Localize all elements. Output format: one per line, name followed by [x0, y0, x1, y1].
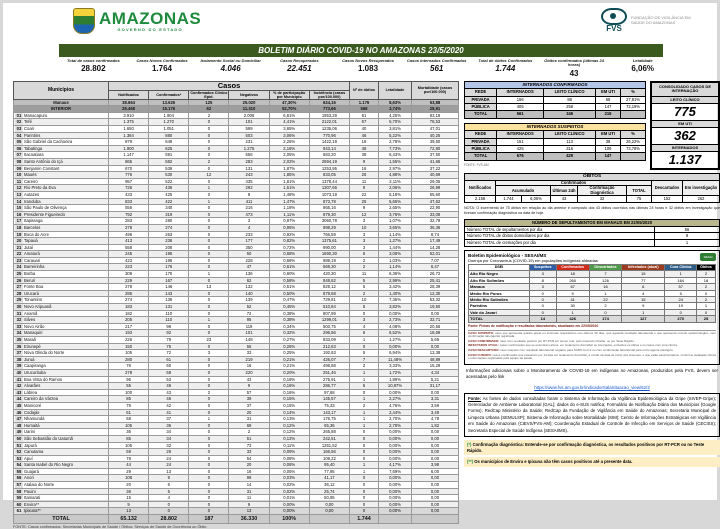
- amazonas-logo: [73, 8, 201, 34]
- table-row: 03 Coari 1.650 1.051 0 599 3,65% 1235,06 40 3,81% 47,01: [14, 126, 459, 133]
- table-row: 01 Manacapuru 3.910 1.904 2 2.008 6,61% 1953,29 81 4,25% 83,18: [14, 112, 459, 119]
- stat-cell: Isolamento Social ou Domiciliar 4.046: [200, 58, 261, 74]
- table-row: 51 Japurá 105 32 0 73 0,11% 1261,52 0 0,00% 0,00: [14, 442, 459, 449]
- table-row: 44 Careiro da Várzea 85 46 0 39 0,15% 145,57 1 2,27% 3,31: [14, 396, 459, 403]
- table-row: 32 Silves 205 110 1 95 0,38% 1299,01 3 2,73% 32,71: [14, 317, 459, 324]
- col-header-participacao: % de participação por Município: [269, 90, 309, 99]
- table-row: 26 Beruri 229 167 0 62 0,58% 848,62 5 2,99% 25,41: [14, 277, 459, 284]
- case-definitions: [468, 330, 716, 361]
- consolidado-label: EM UTI: [652, 121, 718, 128]
- sepultamentos-table: [464, 219, 720, 247]
- col-header-confirmados: Confirmados*: [149, 90, 189, 99]
- table-row: 34 Manaquiri 193 92 0 101 0,32% 296,56 6 6,52% 18,69: [14, 330, 459, 337]
- table-row: 46 Codajás 61 41 0 20 0,14% 143,17 1 2,44% 3,49: [14, 409, 459, 416]
- footnotes: [464, 440, 720, 468]
- table-row: TOTAL 561 346 215: [465, 111, 646, 118]
- internados-suspeitos-table: INTERNADOS SUSPEITOS REDE INTERNADOS LEITO CLÍNICO EM UTI % PRIVADA 151 113 38 26,22% PÚBLICA 425 316 109 73,78% TOTAL 576 429 147: [464, 123, 646, 161]
- obitos-col-diag: Confirmação Diagnóstica: [578, 186, 627, 196]
- table-row: 53 Apuí 78 24 0 54 0,08% 109,22 0 0,00% 0,00: [14, 455, 459, 462]
- consolidado-label: LEITO CLÍNICO: [652, 97, 718, 104]
- table-row: INTERIOR 26.468 15.176 62 11.310 52,70% 773,66 568 3,74% 28,91: [14, 106, 459, 113]
- sesai-title: Boletim Epidemiológico - SESAI/MS: [468, 252, 547, 258]
- table-row: PRIVADA 156 88 68 27,81%: [465, 96, 646, 103]
- table-row: 06 Tabatinga 1.900 625 0 1.275 2,16% 943,14 48 7,73% 72,90: [14, 145, 459, 152]
- obitos-col-24h: Últimas 24h: [551, 186, 578, 196]
- table-row: 05 São Gabriel da Cachoeira 879 648 0 231 2,25% 1422,18 18 2,78% 39,50: [14, 139, 459, 146]
- table-row: 15 São Paulo de Olivença 556 340 0 216 1,18% 865,16 9 2,65% 22,90: [14, 205, 459, 212]
- sesai-panel: [464, 250, 720, 365]
- obitos-title: ÓBITOS: [465, 173, 720, 180]
- table-row: 16 Presidente Figueiredo 792 319 0 473 1,11% 879,30 12 3,76% 33,08: [14, 211, 459, 218]
- table-row: Manaus 38.664 13.626 125 25.020 47,30% 624,16 1.176 8,63% 53,88: [14, 99, 459, 106]
- table-row: Número TOTAL de óbitos domiciliares por dia 9: [465, 233, 720, 240]
- col-header-negativos: Negativos: [229, 90, 269, 99]
- table-row: 30 Novo Aripuanã 183 131 0 52 0,45% 510,84 5 3,82% 19,50: [14, 304, 459, 311]
- table-row: Número TOTAL de sepultamentos por dia 56: [465, 226, 720, 233]
- internados-confirmados-table: INTERNADOS CONFIRMADOS REDE INTERNADOS LEITO CLÍNICO EM UTI % PRIVADA 156 88 68 27,81% PÚBLICA 405 258 147 72,19% TOTAL 561 346 215: [464, 81, 646, 119]
- table-row: 11 Careiro 957 522 0 435 1,81% 1378,44 11 2,11% 29,05: [14, 178, 459, 185]
- col-header-clinico-epid: Confirmados Clínico Epid.: [190, 90, 228, 99]
- dsei-table: DSEI Suspeitos Confirmados Descartados Infectados (atual) Cura Clínica Óbitos Alto Rio Negro 3 18 7 15 1 2 Alto Rio Solimões 8 260 126 77 164 18 Manaus 3 67 16 6 57 2 Médio Rio Purus 0 9 1 4 5 0 Médio Rio Solimões 0 41 22 15 24 2 Parintins 0 30 2 9 19 1 Vale do Javari 0 1 0 1 0 0 TOTAL 14 426 174 127 270 25: [468, 264, 716, 323]
- obitos-note: NOTA: O incremento de 75 óbitos em relação ao dia anterior é composto dos 43 óbitos ocorridos nas últimas 24 horas e 32 óbitos em investigação que tiveram confirmação diagnóstica na data de hoje.: [464, 206, 720, 216]
- obitos-table: [464, 173, 720, 204]
- table-row: 57 Atalaia do Norte 20 6 0 14 0,02% 36,12 0 0,00% 0,00: [14, 482, 459, 489]
- footnote: (*) Confirmação diagnóstica: Entende-se por confirmação diagnóstica, os resultados positivos por RT-PCR ou no Teste Rápido.: [464, 440, 720, 455]
- summary-stats: [59, 59, 677, 78]
- obitos-col-investigacao: Em investigação: [683, 180, 720, 196]
- consolidado-value: 1.137: [668, 151, 702, 167]
- obitos-values-row: 2.158 1.744 6,06% 43 32 75 152 262: [465, 196, 720, 203]
- table-row: 45 Manicoré 79 42 0 37 0,15% 75,33 2 4,76% 3,59: [14, 402, 459, 409]
- col-header-letalidade: Letalidade: [379, 81, 412, 99]
- stat-cell: Total de casos confirmados 28.802: [66, 58, 120, 74]
- consolidado-value: 362: [652, 128, 718, 145]
- dsei-source-note: Fonte: Fichas de notificação e resultados laboratoriais, atualizado em 22/05/2020: [468, 323, 599, 328]
- table-row: 07 Itacoatiara 1.147 591 0 556 2,05% 583,20 38 6,43% 37,50: [14, 152, 459, 159]
- table-row: 24 Barreirinha 223 176 0 47 0,61% 569,30 2 1,14% 6,47: [14, 264, 459, 271]
- stat-cell: Óbitos confirmados (últimas 24 horas) 43: [544, 58, 604, 78]
- table-source-note: FONTE: Casos confirmados: Secretarias Municipais de Saúde / Óbitos: Serviços de Saúde de Ocorrência ou Óbito: [13, 525, 207, 529]
- table-row: 08 Santo Antônio do Içá 865 582 2 283 2,02% 2694,19 9 1,55% 41,66: [14, 158, 459, 165]
- obitos-col-notificados: Notificados: [465, 180, 496, 196]
- stat-cell: Letalidade 6,06%: [631, 58, 655, 74]
- obitos-col-confirmados: Confirmados: [496, 180, 652, 186]
- table-row: 33 Novo Airão 217 98 0 119 0,34% 503,75 4 4,08% 20,56: [14, 323, 459, 330]
- fvs-name: FUNDAÇÃO DE VIGILÂNCIA EM SAÚDE DO AMAZONAS: [631, 14, 691, 25]
- table-row: 09 Benjamin Constant 670 539 0 131 1,87% 1253,95 16 2,97% 37,22: [14, 165, 459, 172]
- sources-lead: Fonte:: [468, 395, 482, 401]
- table-row: TOTAL 65.132 28.802 187 36.330 100% 1.744: [14, 515, 459, 524]
- stat-cell: Casos Internados Confirmados 561: [407, 58, 467, 74]
- col-header-mortalidade: Mortalidade (casos por/100.000): [412, 81, 459, 99]
- table-row: 47 Nhamundá 68 37 1 31 0,13% 176,75 1 2,70% 4,78: [14, 416, 459, 423]
- amazonas-shield-icon: [73, 8, 95, 34]
- table-row: 39 Caapiranga 76 60 0 16 0,21% 498,68 2 3,33% 15,29: [14, 363, 459, 370]
- case-definition: CASO SUSPEITO: caso que apresenta quadro gripal ou sintomas respiratórios nos últimos 30 dias, que aguarda resultado laboratorial e que apresenta vínculo epidemiológico, sem confirmação laboratorial registrada.: [468, 330, 716, 339]
- footnote: (**) Os municípios de Envira e Ipixuna não têm casos positivos até a presente data.: [464, 457, 720, 466]
- sources-text: As fontes de dados consultadas foram o Sistema de Informação da Vigilância Epidemiológica da Gripe (SIVEP-Gripe); Gerenciador de Ambiente Laboratorial (GAL); dados do e-SUS notifica; Formulário de Notificação Diária dos Municípios (Google Forms); RedCap Ministério da Saúde; RedCap da Fundação de Vigilância em Saúde do Amazonas; Secretaria Municipal de Limpeza Urbana (SEMULSP); Sistema de Informação sobre Mortalidade (SIM); Centro de Informações Estratégicas em Vigilância em Saúde do Amazonas (CIEVS/FVS-AM); Coordenação Estadual de Controle de Infecção em Serviços de Saúde (CECISS); Secretaria Especial de Saúde Indígena (SESAI/MS).: [468, 395, 716, 433]
- table-row: TOTAL 576 429 147: [465, 153, 646, 160]
- table-row: 22 Amaturá 245 195 0 50 0,68% 1690,30 6 3,08% 52,01: [14, 251, 459, 258]
- fvs-logo: [601, 8, 693, 33]
- sesai-subtitle: Doença por Coronavírus (COVID-19) em populações indígenas aldeadas: [468, 257, 598, 263]
- bulletin-title: BOLETIM DIÁRIO COVID-19 NO AMAZONAS 23/5/2020: [59, 44, 663, 57]
- consolidado-value: 775: [652, 104, 718, 121]
- sources-box: [464, 393, 720, 438]
- case-definition: INFECTADOS ATUAL: casos confirmados que se encontram ativos, em isolamento domiciliar ou internados, excluídos os óbitos e os casos com cura clínica.: [468, 343, 678, 348]
- table-row: 42 Alvarães 55 46 0 9 0,16% 286,77 5 10,87% 31,17: [14, 383, 459, 390]
- case-definition: CASO DESCARTADO: caso suspeito com resultado laboratorial negativo para SARS-CoV-2 ou com confirmação laboratorial para outro agente etiológico.: [468, 347, 674, 352]
- table-row: 35 Maraã 226 79 23 148 0,27% 833,09 1 1,27% 5,69: [14, 337, 459, 344]
- col-header-incidencia: Incidência (casos por/100.000): [309, 90, 349, 99]
- table-row: 13 Autazes 433 425 0 8 1,48% 1073,18 22 5,18% 55,60: [14, 191, 459, 198]
- amazonas-logo-subtext: GOVERNO DO ESTADO: [117, 27, 183, 32]
- table-row: 27 Fonte Boa 278 146 13 132 0,51% 829,12 5 3,42% 28,39: [14, 284, 459, 291]
- table-row: 28 Urucará 285 143 0 140 0,50% 879,68 2 1,40% 12,30: [14, 290, 459, 297]
- table-row: Número TOTAL de cremações por dia 1: [465, 240, 720, 247]
- table-row: 17 Itapiranga 283 280 0 3 0,97% 3060,78 3 1,07% 32,79: [14, 218, 459, 225]
- table-row: 14 Iranduba 833 422 1 411 1,47% 873,78 25 5,65% 47,62: [14, 198, 459, 205]
- table-row: Médio Rio Purus 0 9 1 4 5 0: [469, 290, 716, 296]
- sesai-logo: SESAI: [700, 253, 716, 261]
- col-header-obitos: Nº de óbitos: [350, 81, 379, 99]
- col-group-casos: Casos: [109, 81, 350, 90]
- table-row: 43 Lábrea 100 43 2 57 0,16% 97,68 0 0,00% 0,00: [14, 389, 459, 396]
- stat-cell: Casos Recuperados 22.451: [280, 58, 319, 74]
- consolidado-internacao-panel: [650, 81, 720, 170]
- table-row: 02 Tefé 1.375 1.270 0 101 4,41% 2122,01 67 5,70% 78,53: [14, 119, 459, 126]
- table-row: 19 Boca do Acre 496 263 0 233 0,92% 766,59 3 1,14% 8,74: [14, 231, 459, 238]
- table-row: 20 Tapauá 413 236 0 177 0,82% 1375,61 3 1,27% 17,49: [14, 238, 459, 245]
- table-row: 37 Nova Olinda do Norte 105 72 3 33 0,25% 192,63 5 6,94% 13,38: [14, 350, 459, 357]
- amazonas-logo-text: AMAZONAS: [99, 9, 202, 28]
- stat-cell: Casos Novos Recuperados 1.083: [342, 58, 394, 74]
- table-row: 50 São Sebastião do Uatumã 85 34 0 51 0,12% 242,51 0 0,00% 0,00: [14, 435, 459, 442]
- additional-info-text: Informações adicionais sobre o Monitoramento de COVID-19 em indígenas no Amazonas, produzidos pela FVS, devem ser acessadas pelo link: [466, 367, 718, 379]
- table-row: PÚBLICA 425 316 109 73,78%: [465, 146, 646, 153]
- table-row: 23 Carauari 423 195 0 228 0,68% 689,19 2 1,03% 7,07: [14, 257, 459, 264]
- case-definition: CASO CURADO: casos confirmados que passaram por 14 dias em isolamento domiciliar, a contar da data de início dos sintomas, e que estão assintomáticos, conforme avaliação clínica e informações registradas pela equipe de saúde.: [468, 352, 716, 361]
- table-row: 38 Juruá 280 61 0 219 0,21% 426,07 7 11,48% 48,89: [14, 356, 459, 363]
- col-header-notificados: Notificados: [109, 90, 149, 99]
- table-row: 52 Canutama 59 26 0 33 0,09% 166,56 0 0,00% 0,00: [14, 449, 459, 456]
- table-row: Manaus 3 67 16 6 57 2: [469, 284, 716, 290]
- table-row: 56 Anori 108 9 0 99 0,03% 41,17 0 0,00% 0,00: [14, 475, 459, 482]
- table-row: 18 Barcelos 278 274 0 4 0,95% 998,29 10 3,65% 36,36: [14, 224, 459, 231]
- table-row: 59 Itamarati 15 4 0 11 0,01% 50,95 0 0,00% 0,00: [14, 495, 459, 502]
- table-row: 48 Humaitá 105 36 0 69 0,12% 65,36 1 2,78% 1,82: [14, 422, 459, 429]
- consolidado-label: INTERNADOS: [652, 145, 718, 152]
- obitos-col-acumulado: Acumulado: [496, 186, 551, 196]
- table-row: 29 Tonantins 274 136 0 139 0,47% 729,81 10 7,35% 53,32: [14, 297, 459, 304]
- col-header-municipios: Municípios: [14, 81, 109, 99]
- internados-source-note: FONTE: FVS-AM: [464, 162, 489, 167]
- table-row: PRIVADA 151 113 38 26,22%: [465, 138, 646, 145]
- logo-row: [7, 6, 713, 44]
- stat-cell: Casos Novos Confirmados 1.764: [136, 58, 188, 74]
- bulletin-page: [3, 3, 720, 529]
- table-row: 10 Maués 776 530 12 243 1,85% 833,05 26 4,88% 40,69: [14, 172, 459, 179]
- table-row: 54 Santa Isabel do Rio Negro 44 24 0 20 0,08% 95,40 1 4,17% 3,98: [14, 462, 459, 469]
- fvs-eye-icon: [601, 8, 627, 25]
- table-row: 25 Borba 309 170 1 136 0,60% 420,30 11 6,36% 26,72: [14, 271, 459, 278]
- table-row: 60 Envira** 9 0 0 9 0,00% 0,00 0 0,00% 0,00: [14, 501, 459, 508]
- obitos-col-descartados: Descartados: [652, 180, 683, 196]
- table-row: 04 Parintins 1.384 880 0 503 3,06% 770,96 46 5,22% 40,25: [14, 132, 459, 139]
- consolidado-title: CONSOLIDADO CASOS DE INTERNAÇÃO: [652, 83, 718, 97]
- table-row: 58 Pauini 36 5 0 31 0,02% 25,74 0 0,00% 0,00: [14, 488, 459, 495]
- table-row: Parintins 0 30 2 9 19 1: [469, 303, 716, 309]
- table-row: 40 Urucurituba 278 58 0 220 0,20% 251,46 1 1,72% 4,34: [14, 369, 459, 376]
- fvs-indicator-link[interactable]: https://www.fvs.am.gov.br/indicadorSalaSituacao_view/62/2: [534, 384, 650, 390]
- table-row: Médio Rio Solimões 0 41 22 15 24 2: [469, 296, 716, 302]
- case-definition: CASO CONFIRMADO: caso com resultado positivo por RT-PCR em tempo real, pelo protocolo Charité, ou por Teste Rápido.: [468, 338, 635, 343]
- fvs-acronym: FVS: [606, 24, 622, 33]
- table-row: Vale do Javari 0 1 0 1 0 0: [469, 309, 716, 315]
- table-row: 12 Rio Preto da Eva 726 436 1 292 1,51% 1307,66 9 2,06% 26,99: [14, 185, 459, 192]
- municipality-table: [13, 81, 459, 524]
- table-row: 21 Jutaí 558 208 0 350 0,72% 990,00 3 1,44% 14,28: [14, 244, 459, 251]
- table-row: 61 Ipixuna** 13 0 0 13 0,00% 0,00 0 0,00% 0,00: [14, 508, 459, 515]
- obitos-col-total: TOTAL: [627, 186, 652, 196]
- table-row: 36 Eirunepé 150 75 0 55 0,26% 212,63 0 0,00% 0,00: [14, 343, 459, 350]
- table-row: Alto Rio Solimões 8 260 126 77 164 18: [469, 277, 716, 283]
- table-row: 31 Anamã 182 110 0 72 0,38% 807,99 0 0,00% 0,00: [14, 310, 459, 317]
- sepultamentos-title: NÚMERO DE SEPULTAMENTOS EM MANAUS EM 22/05/2020: [465, 219, 720, 226]
- table-row: 55 Guajará 29 13 0 16 0,05% 77,95 1 7,69% 6,00: [14, 468, 459, 475]
- table-row: 41 Boa Vista do Ramos 96 53 0 43 0,18% 275,91 1 1,89% 5,21: [14, 376, 459, 383]
- table-row: Alto Rio Negro 3 18 7 15 1 2: [469, 271, 716, 277]
- stat-cell: Total de óbitos Confirmados 1.744: [478, 58, 533, 74]
- table-row: 49 Uarini 36 34 0 2 0,12% 265,88 0 0,00% 0,00: [14, 429, 459, 436]
- table-row: PÚBLICA 405 258 147 72,19%: [465, 104, 646, 111]
